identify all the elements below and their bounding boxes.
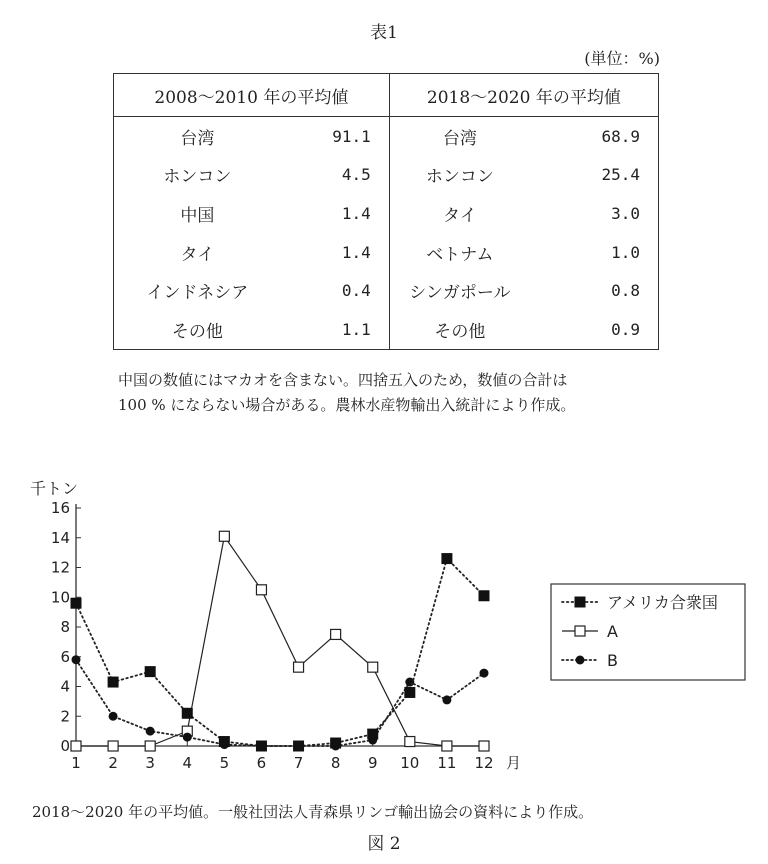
open-square-marker [256, 585, 266, 595]
filled-square-marker [71, 598, 81, 608]
filled-circle-marker [442, 695, 451, 704]
left-country-name: ホンコン [163, 167, 232, 188]
left-cell [114, 117, 390, 156]
left-country-name: インドネシア [146, 283, 249, 304]
left-share-value: 0.4 [341, 281, 371, 301]
table-row [114, 117, 659, 156]
right-country-name: ホンコン [425, 167, 494, 188]
table-note-line-1: 中国の数値にはマカオを含まない。四捨五入のため，数値の合計は [118, 371, 568, 389]
right-share-value: 68.9 [601, 126, 640, 146]
y-tick-label: 4 [60, 677, 70, 696]
x-tick-label: 5 [219, 754, 230, 772]
series-usa [71, 554, 489, 751]
right-cell [389, 156, 658, 195]
right-country-name: ベトナム [426, 244, 494, 265]
y-tick-label: 14 [50, 528, 70, 547]
right-cell [389, 310, 658, 349]
legend-label: アメリカ合衆国 [607, 593, 718, 612]
export-share-table [113, 73, 659, 350]
series-a [71, 531, 489, 751]
header-2018-2020: 2018～2020 年の平均値 [389, 74, 658, 117]
left-country-name: 台湾 [180, 128, 215, 149]
right-country-name: その他 [434, 321, 486, 342]
figure-note: 2018～2020 年の平均値。一般社団法人青森県リンゴ輸出協会の資料により作成。 [32, 803, 594, 821]
right-cell [389, 233, 658, 272]
open-square-marker [368, 662, 378, 672]
legend-open-square-marker [575, 626, 585, 636]
table-note [118, 368, 678, 418]
left-country-name: その他 [171, 321, 223, 342]
filled-square-marker [256, 741, 266, 751]
open-square-marker [71, 741, 81, 751]
filled-square-marker [442, 554, 452, 564]
chart-legend [551, 584, 745, 680]
table-header-row [114, 74, 659, 117]
y-tick-label: 12 [50, 558, 70, 577]
chart-series [71, 531, 489, 751]
left-cell [114, 194, 390, 233]
x-tick-label: 9 [367, 754, 378, 772]
right-share-value: 1.0 [611, 242, 640, 262]
right-cell [389, 194, 658, 233]
x-tick-label: 4 [182, 754, 193, 772]
y-tick-label: 6 [60, 647, 70, 666]
series-line [76, 559, 484, 746]
x-tick-label: 1 [71, 754, 81, 772]
filled-square-marker [368, 729, 378, 739]
y-tick-label: 8 [60, 618, 70, 636]
open-square-marker [442, 741, 452, 751]
right-country-name: 台湾 [442, 128, 477, 149]
series-line [76, 536, 484, 746]
y-tick-label: 0 [60, 737, 70, 755]
x-tick-label: 11 [437, 754, 457, 772]
filled-square-marker [108, 677, 118, 687]
x-tick-label: 12 [474, 754, 494, 772]
filled-circle-marker [72, 655, 81, 664]
table-row [114, 194, 659, 233]
x-tick-label: 6 [256, 754, 267, 772]
left-cell [114, 310, 390, 349]
legend-label: B [607, 651, 618, 670]
table-row [114, 310, 659, 349]
legend-filled-square-marker [575, 597, 585, 607]
right-country-name: タイ [443, 205, 477, 226]
y-tick-label: 16 [50, 499, 70, 517]
legend-filled-circle-marker [576, 656, 585, 665]
y-tick-label: 10 [50, 588, 70, 607]
right-cell [389, 271, 658, 310]
left-share-value: 4.5 [341, 165, 371, 185]
left-share-value: 1.1 [341, 319, 371, 339]
filled-square-marker [145, 667, 155, 677]
left-country-name: 中国 [180, 205, 215, 226]
y-axis-label: 千トン [30, 479, 79, 498]
table-row [114, 156, 659, 195]
left-cell [114, 156, 390, 195]
x-tick-label: 3 [145, 754, 155, 772]
filled-square-marker [331, 738, 341, 748]
open-square-marker [405, 737, 415, 747]
filled-square-marker [182, 708, 192, 718]
filled-square-marker [294, 741, 304, 751]
filled-circle-marker [183, 733, 192, 742]
x-tick-label: 2 [108, 754, 118, 772]
x-tick-label: 8 [330, 754, 341, 772]
figure-caption: 図 2 [367, 834, 401, 854]
chart-axes [30, 479, 521, 772]
filled-circle-marker [146, 727, 155, 736]
series-line [76, 660, 484, 746]
table-row [114, 271, 659, 310]
filled-square-marker [405, 687, 415, 697]
open-square-marker [294, 662, 304, 672]
filled-circle-marker [109, 712, 118, 721]
open-square-marker [219, 531, 229, 541]
table-unit: (単位：%) [584, 49, 660, 68]
open-square-marker [108, 741, 118, 751]
left-share-value: 1.4 [341, 242, 371, 262]
header-2008-2010: 2008～2010 年の平均値 [114, 74, 390, 117]
left-share-value: 91.1 [332, 126, 371, 146]
right-share-value: 0.9 [611, 319, 640, 339]
right-share-value: 0.8 [611, 281, 640, 301]
right-share-value: 25.4 [601, 165, 640, 185]
left-share-value: 1.4 [341, 203, 371, 223]
legend-label: A [607, 622, 618, 641]
filled-circle-marker [480, 669, 489, 678]
left-cell [114, 233, 390, 272]
filled-square-marker [219, 737, 229, 747]
table-row [114, 233, 659, 272]
open-square-marker [145, 741, 155, 751]
y-tick-label: 2 [60, 707, 70, 726]
left-country-name: タイ [180, 244, 215, 265]
left-cell [114, 271, 390, 310]
right-cell [389, 117, 658, 156]
series-b [72, 655, 489, 750]
export-line-chart [0, 470, 768, 800]
x-axis-label: 月 [506, 754, 522, 772]
right-country-name: シンガポール [409, 283, 511, 304]
right-share-value: 3.0 [611, 203, 640, 223]
open-square-marker [479, 741, 489, 751]
open-square-marker [331, 629, 341, 639]
x-tick-label: 7 [293, 754, 304, 772]
filled-square-marker [479, 591, 489, 601]
table-note-line-2: 100 % にならない場合がある。農林水産物輸出入統計により作成。 [118, 396, 576, 414]
table-title: 表1 [370, 23, 398, 43]
x-tick-label: 10 [400, 754, 420, 772]
